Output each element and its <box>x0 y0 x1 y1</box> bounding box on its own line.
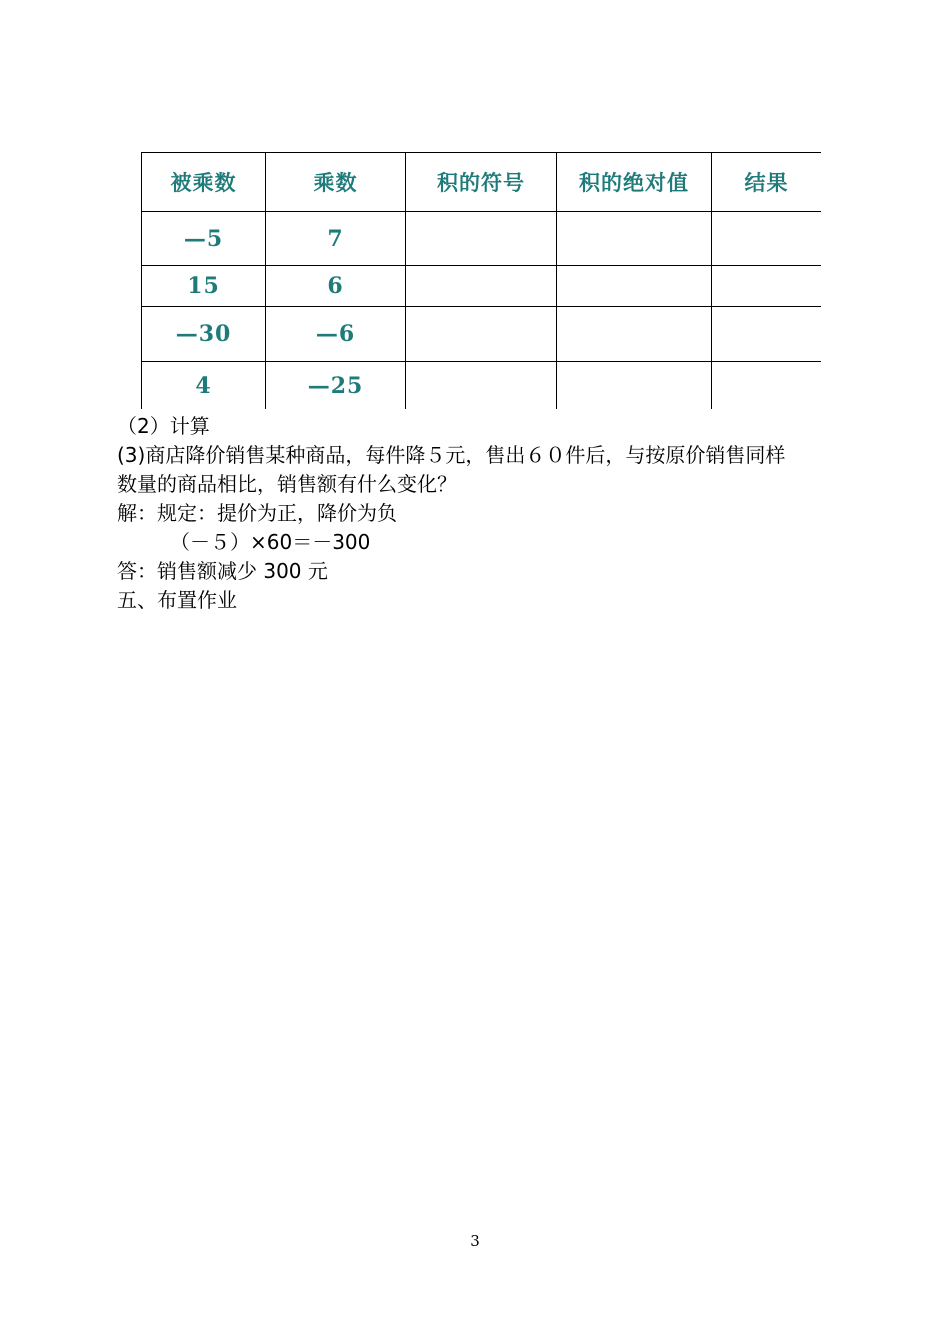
table-cell <box>557 266 711 306</box>
page-number: 3 <box>470 1232 480 1250</box>
table-cell: —6 <box>315 321 356 347</box>
text-line-equation: （－５）×60＝－300 <box>170 530 371 554</box>
table-cell: 4 <box>195 372 212 399</box>
text-line-calc: （2）计算 <box>117 414 210 438</box>
table-cell: —30 <box>175 321 232 347</box>
table-cell <box>406 307 556 361</box>
table-cell <box>557 307 711 361</box>
text-line-answer: 答：销售额减少 300 元 <box>117 559 328 583</box>
multiplication-table <box>141 152 821 409</box>
table-header-product-sign: 积的符号 <box>437 170 525 195</box>
table-cell: 15 <box>187 273 220 299</box>
text-line-problem-cont: 数量的商品相比，销售额有什么变化？ <box>117 472 457 496</box>
table-cell: —5 <box>183 225 224 252</box>
table-cell <box>712 212 821 265</box>
table-cell <box>712 307 821 361</box>
table-header-multiplicand: 被乘数 <box>170 170 237 195</box>
table-header-result: 结果 <box>744 170 789 195</box>
table-cell: 6 <box>327 273 344 299</box>
table-header-multiplier: 乘数 <box>313 170 358 195</box>
table-cell <box>557 212 711 265</box>
table-cell <box>406 266 556 306</box>
text-line-solution: 解：规定：提价为正，降价为负 <box>117 501 397 525</box>
table-cell <box>406 362 556 409</box>
table-cell: —25 <box>307 372 364 399</box>
table-cell <box>712 266 821 306</box>
text-line-problem: (3)商店降价销售某种商品，每件降５元，售出６０件后，与按原价销售同样 <box>117 443 786 467</box>
table-cell <box>406 212 556 265</box>
table-cell <box>557 362 711 409</box>
table-header-product-abs: 积的绝对值 <box>579 170 689 195</box>
table-cell: 7 <box>327 225 344 252</box>
table-cell <box>712 362 821 409</box>
text-line-homework: 五、布置作业 <box>117 588 237 612</box>
